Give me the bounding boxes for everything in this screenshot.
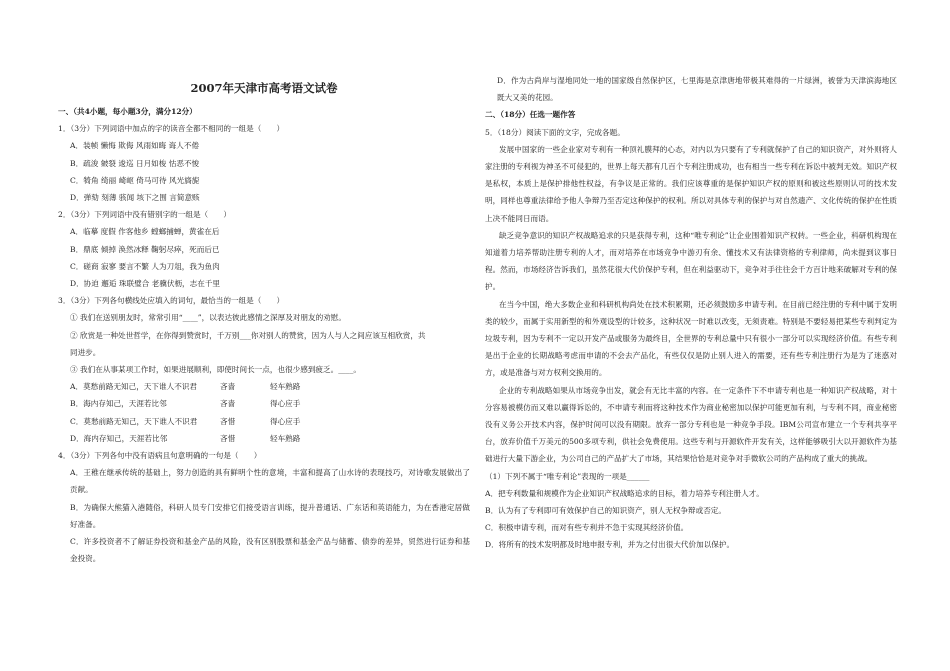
q2-option-a: A．临摹 度假 作客他乡 螳螂捕蝉，黄雀在后 [70, 227, 220, 237]
q1-stem: 1．（3分）下列词语中加点的字的读音全都不相同的一组是（ ） [58, 124, 285, 134]
q3-option-d-3: 轻车熟路 [270, 433, 301, 443]
q5-stem: 5．（18分）阅读下面的文字，完成各题。 [485, 127, 625, 137]
q3-option-b-2: 吝啬 [220, 399, 236, 409]
passage-paragraph-3: 在当今中国，绝大多数企业和科研机构尚处在技术积累期，还必须鼓励多申请专利。在目前已经注册的专利中属于发明类的较少，而属于实用新型的和外观设型的计较多，这种状况一时难以改变，无须责难。特别是不要轻易把某些专利判定为垃圾专利，因为专利不一定以开发产品或服务为最终目，全世界的专利总量中只有很小一部分可以实现经济价值。有些专利是出于企业的长期战略考虑而申请的不会去产品化，有些仅仅是防止别人进入的需要，还有些专利注册行为是为了迷惑对方，或是准备与对方权利交换用的。 [485, 299, 897, 378]
q3-stem: 3．（3分）下列各句横线处应填入的词句，最恰当的一组是（ ） [58, 296, 285, 306]
q5-sub1-option-d: D．将所有的技术发明都及时地申报专利，并为之付出很大代价加以保护。 [485, 540, 735, 550]
q4-option-b: B．为确保大熊猫入港随俗，科研人员专门安排它们接受语言训练，提升普通话、广东话和英语能力，为在香港定居做好准备。 [70, 502, 470, 529]
section-1-heading: 一、（共4小题，每小题3分，满分12分） [58, 107, 197, 116]
q3-option-b-3: 得心应手 [270, 399, 301, 409]
q3-option-b [58, 395, 470, 412]
q2-stem: 2．（3分）下列词语中没有错别字的一组是（ ） [58, 210, 231, 220]
q3-option-a-3: 轻车熟路 [270, 382, 301, 392]
q3-option-d-1: D．海内存知己，天涯若比邻 [70, 433, 168, 443]
q1-option-c: C．犄角 绮丽 崎岖 倚马可待 风光旖旎 [70, 175, 200, 185]
right-column [485, 72, 897, 554]
q1-option-a: A．装帧 懒悔 欺侮 风雨如晦 诲人不倦 [70, 141, 200, 151]
page-title: 2007年天津市高考语文试卷 [190, 81, 338, 95]
q3-option-d [58, 430, 470, 447]
q3-option-c [58, 413, 470, 430]
passage-paragraph-2: 缺乏竞争意识的知识产权战略追求的只是获得专利，这种“唯专利论”让企业围着知识产权转。一些企业，科研机构现在知道着力培养帮助注册专利的人才，而对培养在市场竞争中游刃有余、懂技术又有法律资格的专利律师，尚未提到议事日程。然而，市场经济告诉我们，虽然花很大代价保护专利，但在利益驱动下，竞争对手往往会千方百计地来破解对专利的保护。 [485, 230, 897, 292]
q3-option-c-1: C．莫愁前路无知己，天下谁人不识君 [70, 416, 198, 426]
passage-paragraph-4: 企业的专利战略如果从市场竞争出发，就会有无比丰富的内容。在一定条件下不申请专利也是一种知识产权战略，对十分容易被模仿而又难以赢得诉讼的，不申请专利而将这种技术作为商业秘密加以保护可能更加有利，与专利不同，商业秘密没有义务公开技术内容，保护时间可以没有期限。放弃一部分专利也是一种竞争手段。IBM公司宣布建立一个专利共享平台，放弃价值千万美元的500多项专利，供社会免费使用。这些专利与开源软件开发有关，这样能够吸引大以开源软件为基础进行大量下游企业，为公司自己的产品扩大了市场，其结果恰恰是对竞争对手微软公司的产品构成了重大的挑战。 [485, 385, 897, 464]
q3-option-b-1: B．海内存知己，天涯若比邻 [70, 399, 167, 409]
q3-sentence-3: ③ 我们在从事某项工作时，如果进展顺利，即使时间长一点，也很少感到疲乏。____。 [70, 365, 361, 375]
q3-sentence-2-cont: 同进步。 [70, 347, 101, 357]
q4-stem: 4．（3分）下列各句中没有语病且句意明确的一句是（ ） [58, 451, 262, 461]
q1-option-b: B．疏浚 皴裂 逡巡 日月如梭 怙恶不悛 [70, 158, 200, 168]
q3-option-a-1: A．莫愁前路无知己，天下谁人不识君 [70, 382, 197, 392]
q3-option-a-2: 吝啬 [220, 382, 236, 392]
passage-paragraph-1: 发展中国家的一些企业家对专利有一种顶礼膜拜的心态，对内以为只要有了专利就保护了自己的知识资产，对外则将人家注册的专利视为神圣不可侵犯的，世界上每天都有几百个专利注册成功，也有相当一些专利在诉讼中被判无效。知识产权是私权，本质上是保护排他性权益，有争议是正常的。我们应该尊重的是保护知识产权的原则和被这些原则认可的技术发明，同样也尊重法律给予他人争辩乃至否定这种保护的权利。所以对具体专利的保护与对自然遗产、文化传统的保护在性质上决不能同日而语。 [485, 144, 897, 223]
q5-sub1-option-a: A．把专利数量和规模作为企业知识产权战略追求的目标，着力培养专利注册人才。 [485, 488, 764, 498]
q3-option-c-2: 吝惜 [220, 416, 236, 426]
q4-option-c: C．许多投资者不了解证券投资和基金产品的风险，没有区别股票和基金产品与储蓄、债券的差异，贸然进行证券和基金投资。 [70, 537, 470, 564]
q3-sentence-1: ① 我们在送别朋友时，常常引用“____”，以表达彼此感情之深厚及对朋友的劝慰。 [70, 313, 346, 323]
left-column [58, 72, 470, 567]
q2-option-b: B．鼎底 倾掉 涣然冰释 鞠躬尽瘁，死而后已 [70, 244, 220, 254]
q1-option-d: D．弹劾 刻薄 骇闻 垓下之围 言简意赅 [70, 193, 200, 203]
q3-sentence-2: ② 欣赏是一种处世哲学，在你得到赞赏时，千万别___你对别人的赞赏，因为人与人之间应该互相欣赏，共 [70, 330, 426, 340]
q2-option-c: C．磋商 寂寥 要言不繁 人为刀俎，我为鱼肉 [70, 261, 220, 271]
q3-option-a [58, 378, 470, 395]
q3-option-d-2: 吝惜 [220, 433, 236, 443]
q4-option-d: D．作为古尚岸与湿地同处一地的国家级自然保护区，七里海是京津唐地带极其难得的一片绿洲，被誉为天津滨海地区既大又美的花园。 [497, 76, 897, 103]
q5-sub1-stem: （1）下列不属于“唯专利论”表现的一项是______ [485, 471, 650, 481]
q4-option-a: A．王稚在继承传统的基础上，努力创造的具有鲜明个性的意境，丰富和提高了山水诗的表现技巧，对诗歌发展做出了贡献。 [70, 468, 470, 495]
q2-option-d: D．协迫 邂逅 珠联璧合 老骥伏枥，志在千里 [70, 279, 221, 289]
q5-sub1-option-c: C．积极申请专利，而对有些专利并不急于实现其经济价值。 [485, 523, 689, 533]
section-2-heading: 二、（18分）任选一题作答 [485, 110, 576, 120]
q3-option-c-3: 得心应手 [270, 416, 301, 426]
q5-sub1-option-b: B．认为有了专利即可有效保护自己的知识资产，别人无权争辩或否定。 [485, 506, 726, 516]
